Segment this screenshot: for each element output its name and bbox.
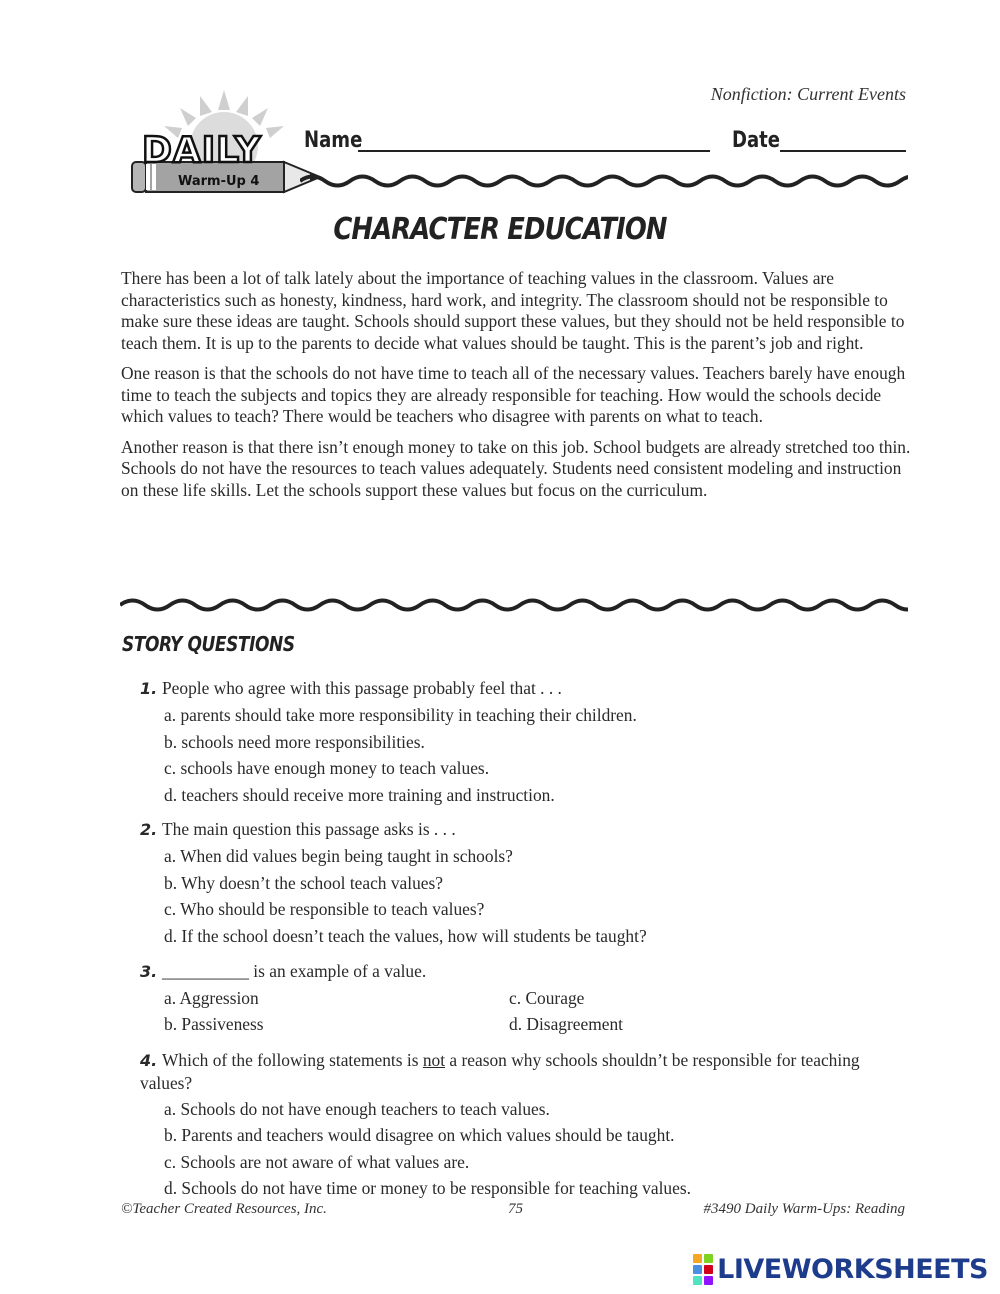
option-3b[interactable]: b. Passiveness xyxy=(164,1014,264,1034)
option-1d[interactable]: d. teachers should receive more training and instruction. xyxy=(164,785,555,805)
liveworksheets-text: LIVEWORKSHEETS xyxy=(717,1253,988,1285)
question-number: 4. xyxy=(140,1051,158,1070)
option-2a[interactable]: a. When did values begin being taught in schools? xyxy=(164,846,513,866)
underlined-word: not xyxy=(422,1050,446,1070)
question-4 xyxy=(140,1049,860,1094)
question-text: The main question this passage asks is . . . xyxy=(162,819,456,839)
passage xyxy=(121,268,911,510)
question-3 xyxy=(140,960,900,983)
option-4c[interactable]: c. Schools are not aware of what values are. xyxy=(164,1152,470,1172)
date-label: Date xyxy=(732,128,781,153)
passage-paragraph: Another reason is that there isn’t enough money to take on this job. School budgets are already stretched too thin. Schools do not have the resources to teach values adequately. Students need consistent modeling and instruction on these life skills. Let the schools support these values but focus on the curriculum. xyxy=(121,436,911,500)
category-label: Nonfiction: Current Events xyxy=(710,84,906,104)
option-2d[interactable]: d. If the school doesn’t teach the values, how will students be taught? xyxy=(164,926,647,946)
logo-word: DAILY xyxy=(142,130,262,171)
question-number: 3. xyxy=(140,962,158,981)
question-text: is an example of a value. xyxy=(248,961,427,981)
wavy-divider-middle xyxy=(120,592,908,618)
question-2 xyxy=(140,818,900,841)
name-label: Name xyxy=(304,128,363,153)
footer-page-number: 75 xyxy=(508,1201,523,1217)
date-field[interactable] xyxy=(780,150,906,152)
option-1a[interactable]: a. parents should take more responsibility in teaching their children. xyxy=(164,705,637,725)
option-4b[interactable]: b. Parents and teachers would disagree on which values should be taught. xyxy=(164,1125,675,1145)
option-1b[interactable]: b. schools need more responsibilities. xyxy=(164,732,425,752)
option-1c[interactable]: c. schools have enough money to teach values. xyxy=(164,758,490,778)
liveworksheets-watermark xyxy=(693,1252,988,1286)
wavy-divider-top xyxy=(300,168,908,194)
section-title: STORY QUESTIONS xyxy=(122,632,295,656)
liveworksheets-icon xyxy=(693,1254,713,1285)
option-4d[interactable]: d. Schools do not have time or money to be responsible for teaching values. xyxy=(164,1178,691,1198)
option-2b[interactable]: b. Why doesn’t the school teach values? xyxy=(164,873,443,893)
name-field[interactable] xyxy=(358,150,710,152)
option-3c[interactable]: c. Courage xyxy=(509,988,585,1008)
option-3a[interactable]: a. Aggression xyxy=(164,988,259,1008)
option-3d[interactable]: d. Disagreement xyxy=(509,1014,623,1034)
logo-subtitle: Warm-Up 4 xyxy=(178,174,260,189)
footer-left: ©Teacher Created Resources, Inc. xyxy=(121,1201,327,1217)
question-number: 2. xyxy=(140,820,158,839)
question-text: People who agree with this passage probably feel that . . . xyxy=(162,678,562,698)
option-2c[interactable]: c. Who should be responsible to teach values? xyxy=(164,899,485,919)
page-title: CHARACTER EDUCATION xyxy=(333,212,667,247)
daily-warmup-logo xyxy=(124,88,324,204)
option-4a[interactable]: a. Schools do not have enough teachers to teach values. xyxy=(164,1099,550,1119)
passage-paragraph: There has been a lot of talk lately about the importance of teaching values in the classroom. Values are characteristics such as honesty, kindness, hard work, and integrity. The classroom should not be responsible to make sure these ideas are taught. Schools should support these values, but they should not be held responsible to teach them. It is up to the parents to decide what values should be taught. This is the parent’s job and right. xyxy=(121,268,905,353)
footer-right: #3490 Daily Warm-Ups: Reading xyxy=(703,1201,905,1217)
answer-blank[interactable]: __________ xyxy=(162,961,249,981)
question-number: 1. xyxy=(140,679,158,698)
question-text: Which of the following statements is not a reason why schools shouldn’t be responsible for teaching values? xyxy=(140,1050,860,1093)
question-1 xyxy=(140,677,900,700)
passage-paragraph: One reason is that the schools do not have time to teach all of the necessary values. Teachers barely have enough time to teach the subjects and topics they are already responsible for teaching. How would the schools decide which values to teach? There would be teachers who disagree with parents on what to teach. xyxy=(121,363,906,426)
